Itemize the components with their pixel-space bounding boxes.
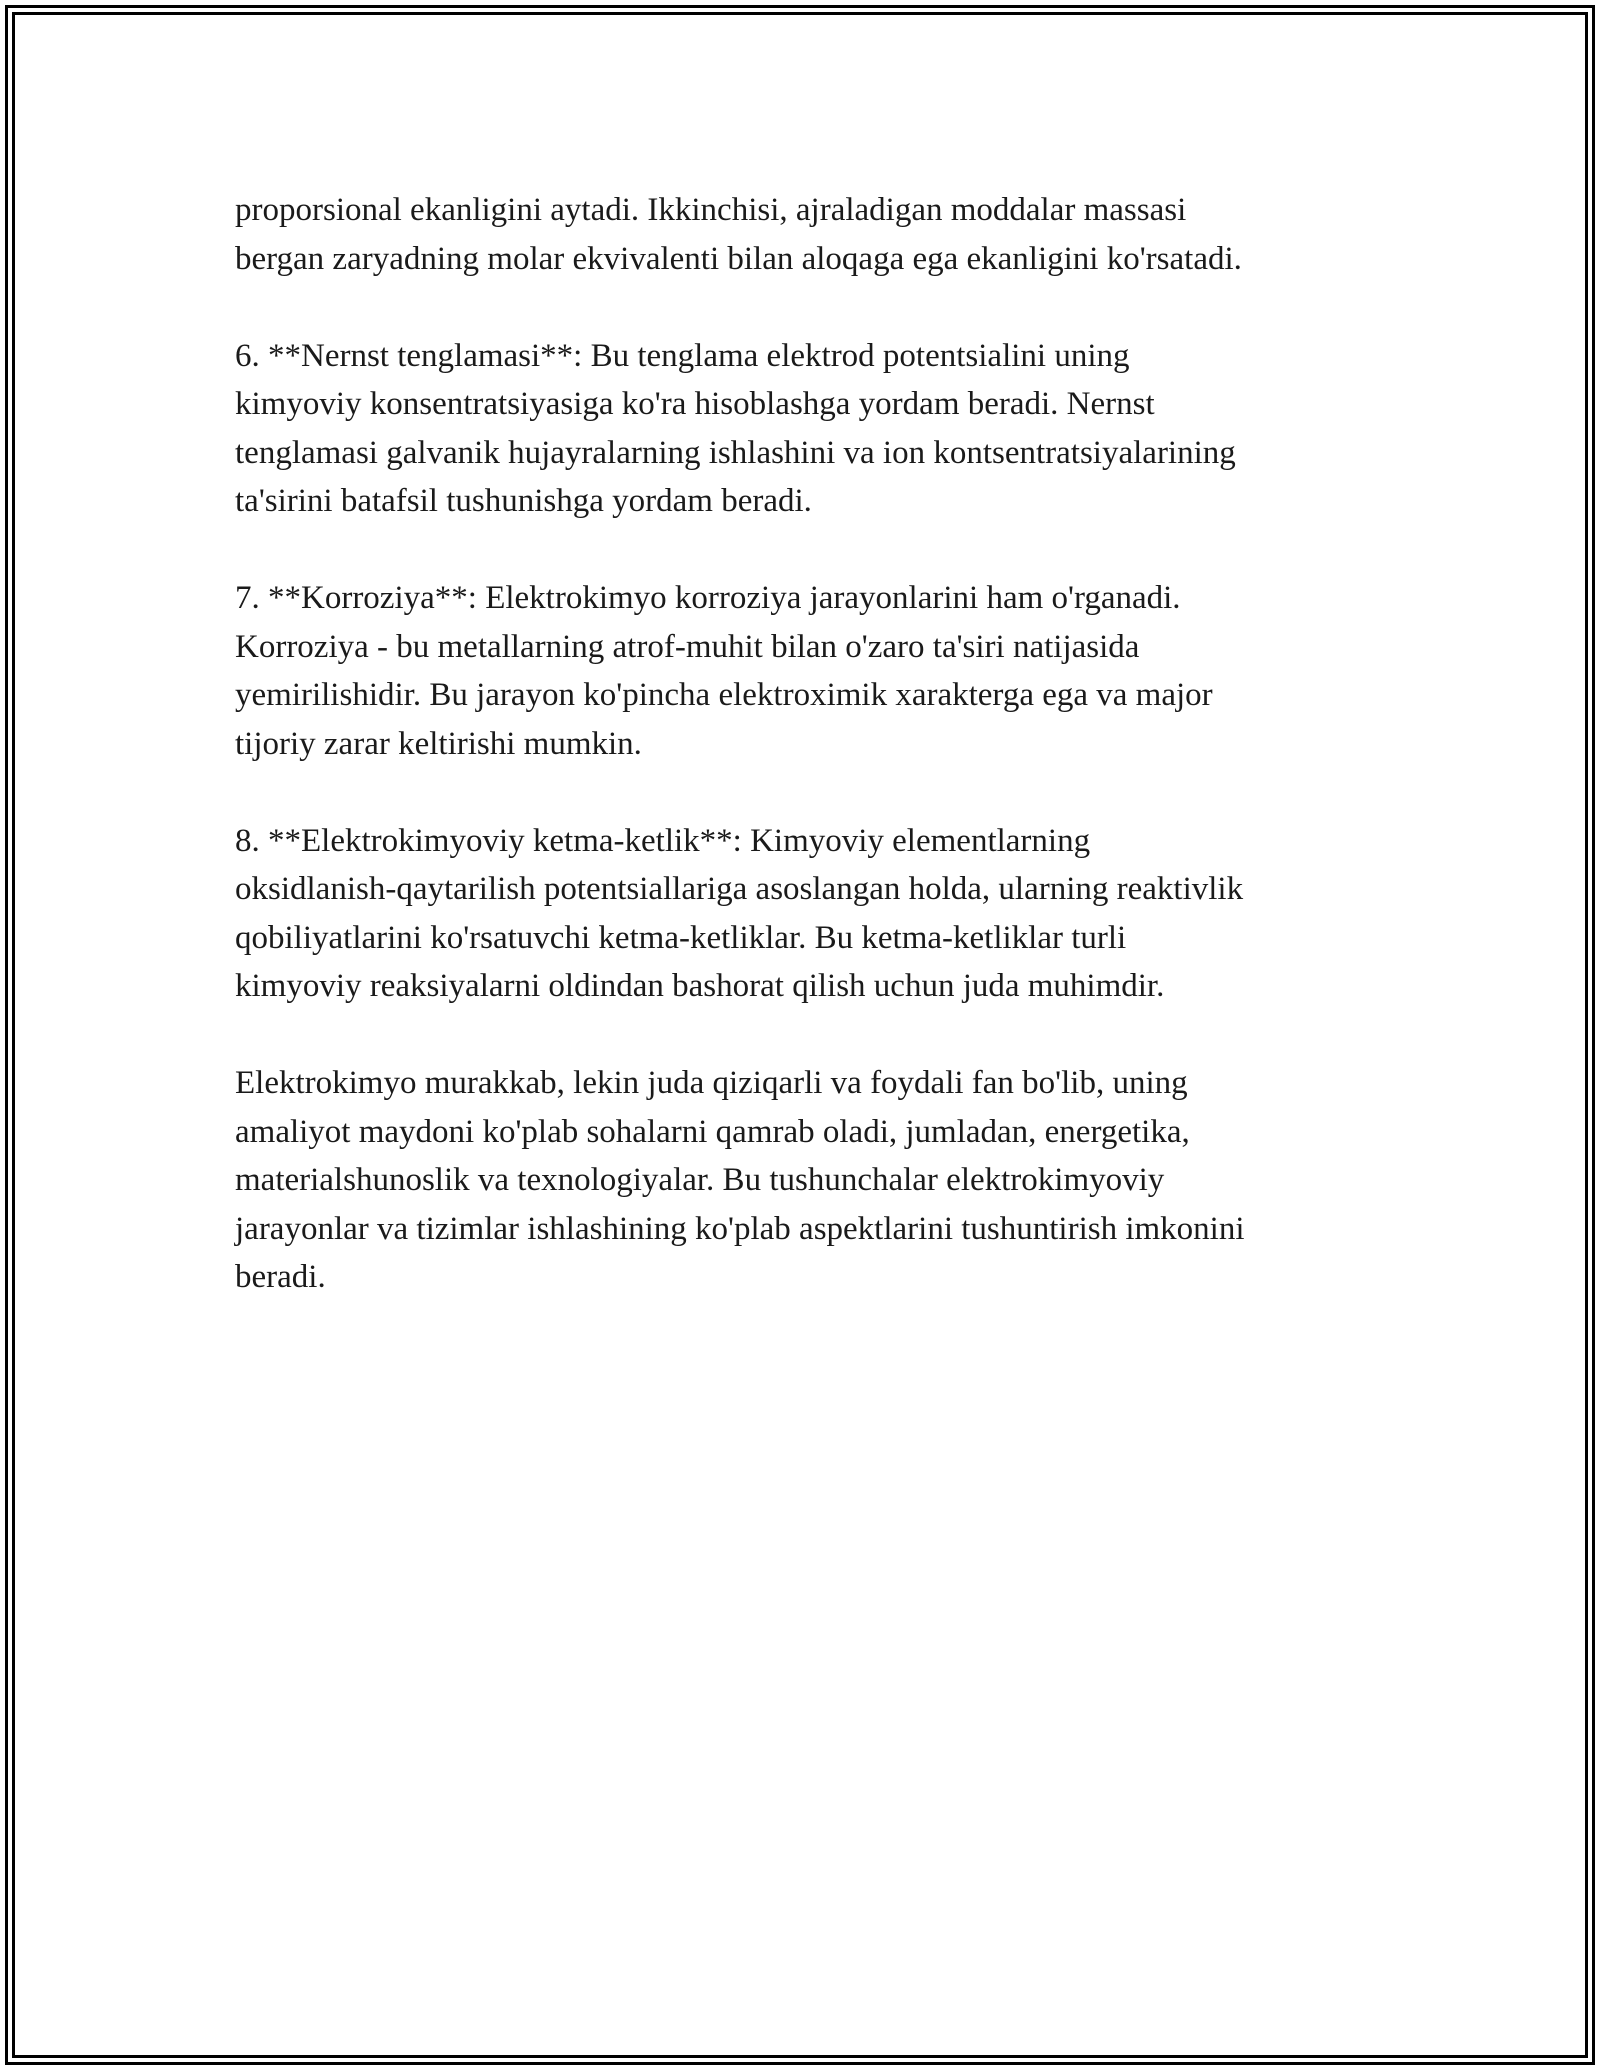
paragraph-conclusion: Elektrokimyo murakkab, lekin juda qiziqarli va foydali fan bo'lib, uning amaliyot maydoni ko'plab sohalarni qamrab oladi, jumladan, energetika, materialshunoslik va texnologiyalar. Bu tushunchalar elektrokimyoviy jarayonlar va tizimlar ishlashining ko'plab aspektlarini tushuntirish imkonini beradi.	[235, 1065, 1245, 1295]
document-body	[235, 186, 1385, 1350]
paragraph-nernst-equation: 6. **Nernst tenglamasi**: Bu tenglama elektrod potentsialini uning kimyoviy konsentratsiyasiga ko'ra hisoblashga yordam beradi. Nernst tenglamasi galvanik hujayralarning ishlashini va ion kontsentratsiyalarining ta'sirini batafsil tushunishga yordam beradi.	[235, 337, 1236, 519]
paragraph-corrosion: 7. **Korroziya**: Elektrokimyo korroziya jarayonlarini ham o'rganadi. Korroziya - bu metallarning atrof-muhit bilan o'zaro ta'siri natijasida yemirilishidir. Bu jarayon ko'pincha elektroximik xarakterga ega va major tijoriy zarar keltirishi mumkin.	[235, 580, 1213, 762]
paragraph-electrochemical-series: 8. **Elektrokimyoviy ketma-ketlik**: Kimyoviy elementlarning oksidlanish-qaytarilish potentsiallariga asoslangan holda, ularning reaktivlik qobiliyatlarini ko'rsatuvchi ketma-ketliklar. Bu ketma-ketliklar turli kimyoviy reaksiyalarni oldindan bashorat qilish uchun juda muhimdir.	[235, 822, 1244, 1004]
paragraph-continuation: proporsional ekanligini aytadi. Ikkinchisi, ajraladigan moddalar massasi bergan zaryadning molar ekvivalenti bilan aloqaga ega ekanligini ko'rsatadi.	[235, 192, 1242, 277]
